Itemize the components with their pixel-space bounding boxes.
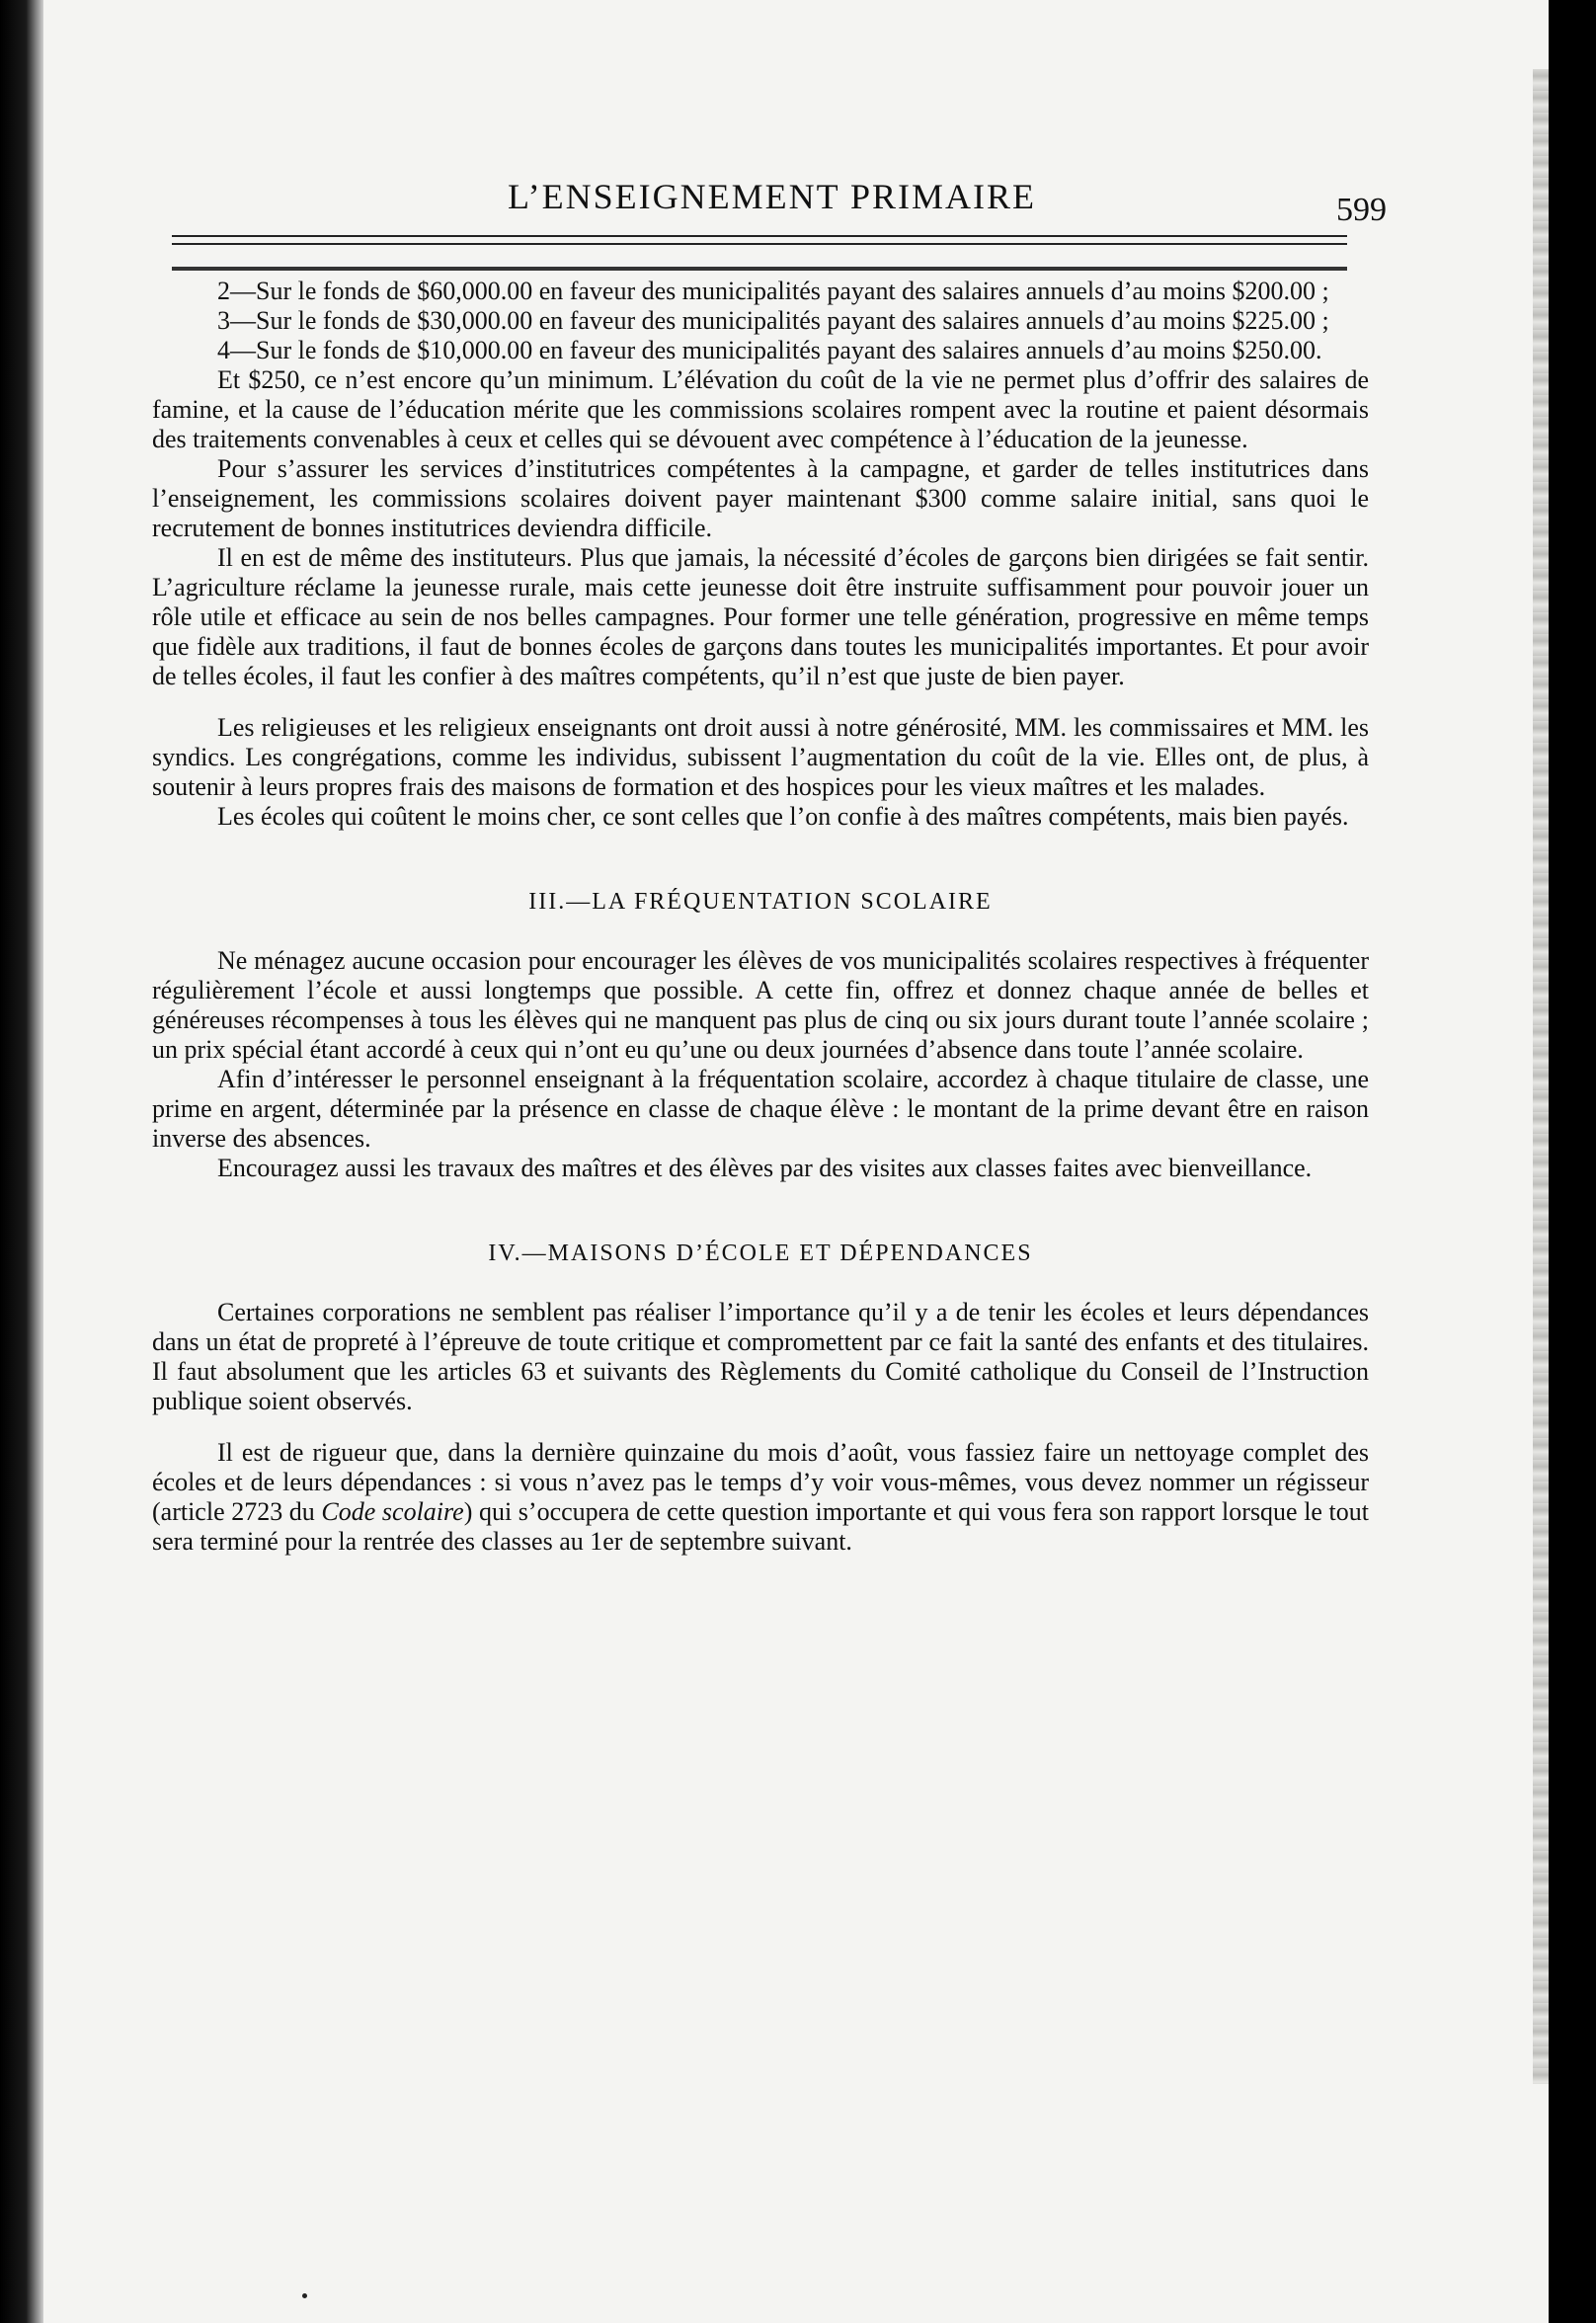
paragraph: 4—Sur le fonds de $10,000.00 en faveur des municipalités payant des salaires annuels d’au moins $250.00.: [217, 336, 1322, 364]
paragraph-text: Il est de rigueur que, dans la dernière quinzaine du mois d’août, vous fassiez faire un nettoyage complet des écoles et de leurs dépendances : si vous n’avez pas le temps d’y voir vous-mêmes, vous devez nommer un régisseur (article 2723 du: [152, 1438, 1369, 1526]
paragraph: 2—Sur le fonds de $60,000.00 en faveur des municipalités payant des salaires annuels d’au moins $200.00 ;: [217, 277, 1329, 305]
paragraph-text: ) qui s’occupera de cette question importante et qui vous fera son rapport lorsque le tout sera terminé pour la rentrée des classes au 1er de septembre suivant.: [152, 1497, 1370, 1556]
section-heading: IV.—MAISONS D’ÉCOLE ET DÉPENDANCES: [488, 1241, 1033, 1266]
italic-title: Code scolaire: [321, 1497, 464, 1526]
paragraph: Les écoles qui coûtent le moins cher, ce sont celles que l’on confie à des maîtres compétents, mais bien payés.: [217, 802, 1349, 831]
header-rule-bottom: [172, 267, 1347, 271]
header-rule-middle: [172, 243, 1347, 245]
paragraph: Il en est de même des instituteurs. Plus que jamais, la nécessité d’écoles de garçons bien dirigées se fait sentir. L’agriculture réclame la jeunesse rurale, mais cette jeunesse doit être instruite suffisamment pour pouvoir jouer un rôle utile et efficace au sein de nos belles campagnes. Pour former une telle génération, progressive en même temps que fidèle aux traditions, il faut de bonnes écoles de garçons dans toutes les municipalités importantes. Et pour avoir de telles écoles, il faut les confier à des maîtres compétents, qu’il n’est que juste de bien payer.: [152, 543, 1369, 690]
ink-speck: [302, 2293, 307, 2298]
paragraph: Pour s’assurer les services d’institutrices compétentes à la campagne, et garder de telles institutrices dans l’enseignement, les commissions scolaires doivent payer maintenant $300 comme salaire initial, sans quoi le recrutement de bonnes institutrices deviendra difficile.: [152, 454, 1369, 542]
page-number: 599: [1336, 192, 1387, 228]
paragraph: Ne ménagez aucune occasion pour encourager les élèves de vos municipalités scolaires respectives à fréquenter régulièrement l’école et aussi longtemps que possible. A cette fin, offrez et donnez chaque année de belles et généreuses récompenses à tous les élèves qui ne manquent pas plus de cinq ou six jours durant toute l’année scolaire ; un prix spécial étant accordé à ceux qui n’ont eu qu’une ou deux journées d’absence dans toute l’année scolaire.: [152, 946, 1369, 1064]
paragraph: [152, 1438, 1369, 1557]
book-page: [43, 0, 1572, 2323]
paragraph: Certaines corporations ne semblent pas réaliser l’importance qu’il y a de tenir les écoles et leurs dépendances dans un état de propreté à l’épreuve de toute critique et compromettent par ce fait la santé des enfants et des titulaires. Il faut absolument que les articles 63 et suivants des Règlements du Comité catholique du Conseil de l’Instruction publique soient observés.: [152, 1298, 1369, 1415]
section-heading: III.—LA FRÉQUENTATION SCOLAIRE: [528, 889, 993, 915]
page-body: [152, 277, 1369, 1557]
paragraph: 3—Sur le fonds de $30,000.00 en faveur des municipalités payant des salaires annuels d’au moins $225.00 ;: [217, 306, 1329, 335]
scan-right-edge: [1549, 0, 1572, 2323]
header-rule-top: [172, 235, 1347, 237]
scan-left-edge: [0, 0, 43, 2323]
paragraph: Afin d’intéresser le personnel enseignant à la fréquentation scolaire, accordez à chaque titulaire de classe, une prime en argent, déterminée par la présence en classe de chaque élève : le montant de la prime devant être en raison inverse des absences.: [152, 1065, 1369, 1153]
page-header: [172, 176, 1387, 228]
paragraph: Et $250, ce n’est encore qu’un minimum. L’élévation du coût de la vie ne permet plus d’offrir des salaires de famine, et la cause de l’éducation mérite que les commissions scolaires rompent avec la routine et paient désormais des traitements convenables à ceux et celles qui se dévouent avec compétence à l’éducation de la jeunesse.: [152, 365, 1369, 453]
paragraph: Les religieuses et les religieux enseignants ont droit aussi à notre générosité, MM. les commissaires et MM. les syndics. Les congrégations, comme les individus, subissent l’augmentation du coût de la vie. Elles ont, de plus, à soutenir à leurs propres frais des maisons de formation et des hospices pour les vieux maîtres et les malades.: [152, 713, 1369, 801]
paragraph: Encouragez aussi les travaux des maîtres et des élèves par des visites aux classes faites avec bienveillance.: [217, 1154, 1313, 1182]
running-title: L’ENSEIGNEMENT PRIMAIRE: [508, 177, 1037, 216]
